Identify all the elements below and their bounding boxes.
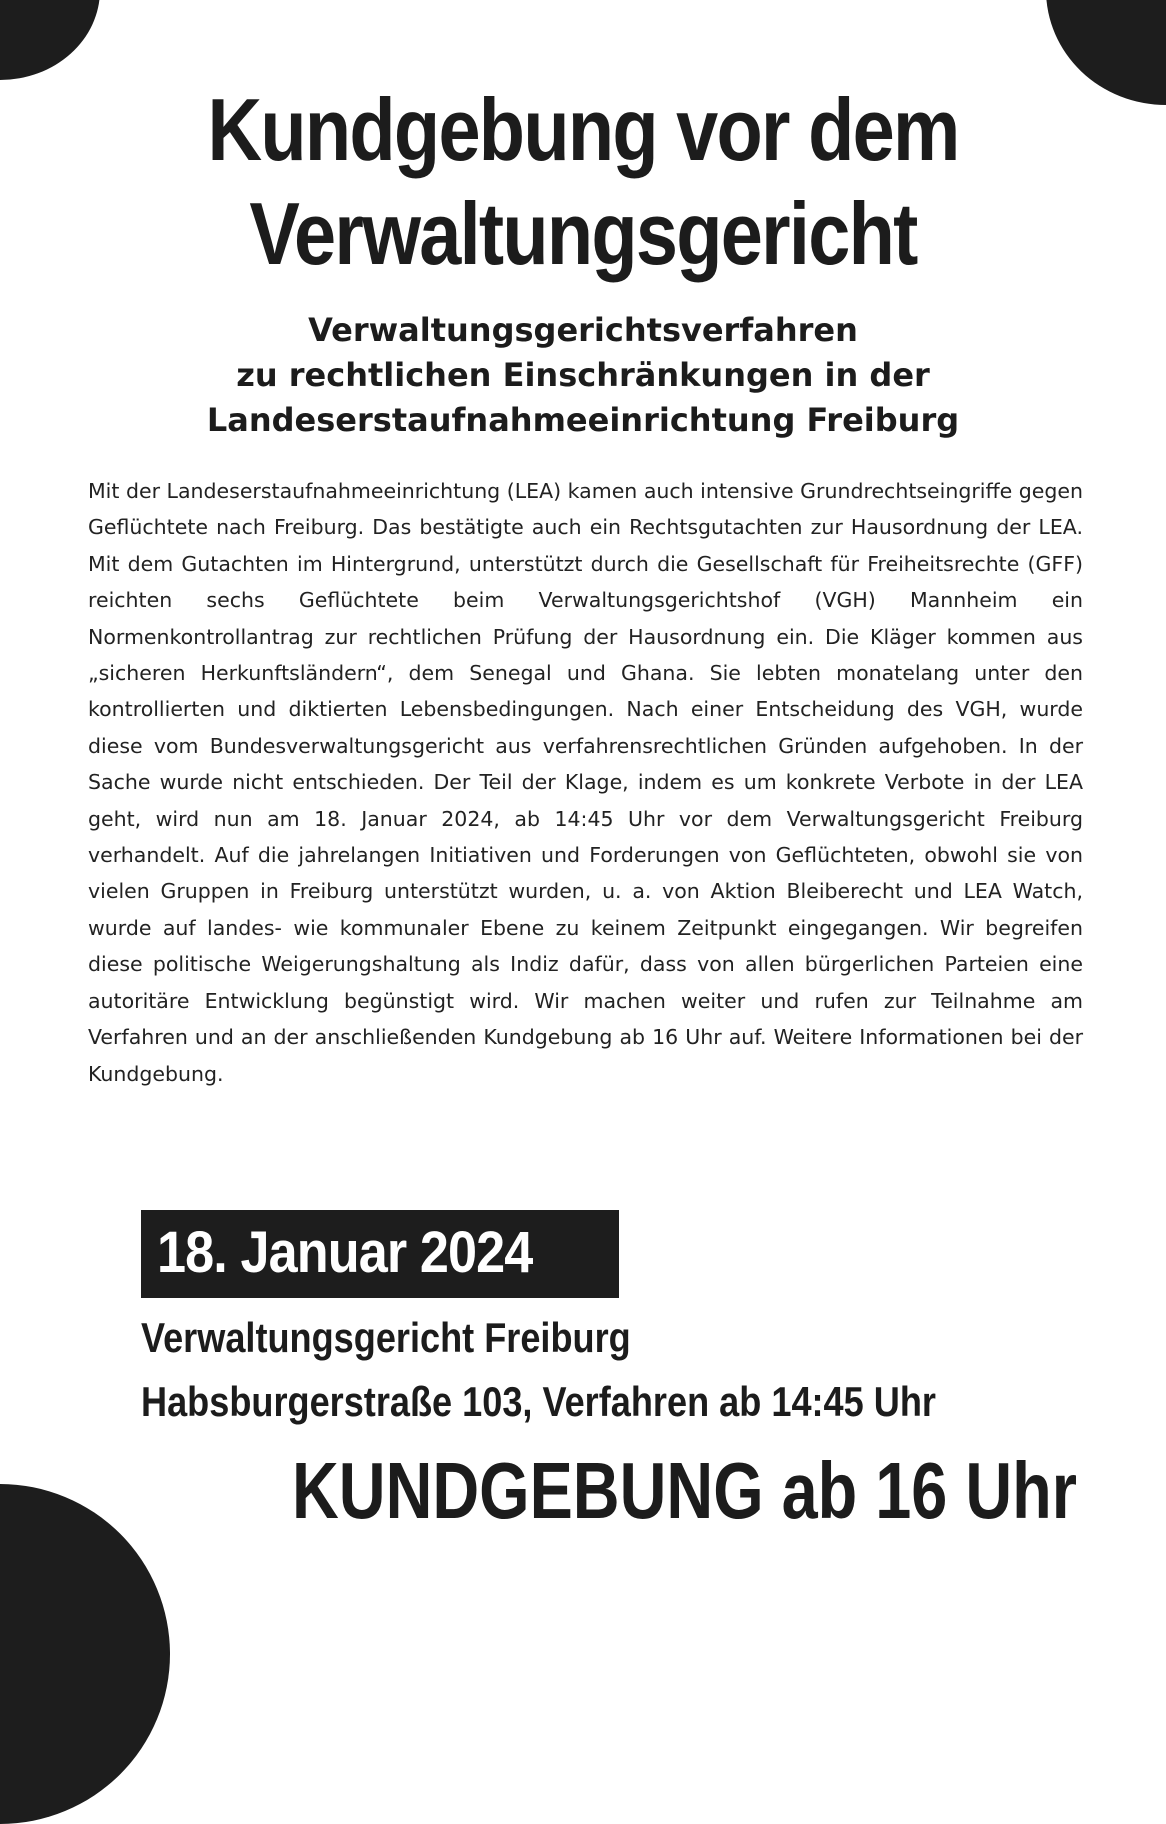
corner-circle-bottom-left xyxy=(0,1484,170,1824)
date-text: 18. Januar 2024 xyxy=(157,1220,533,1285)
venue-line-1: Verwaltungsgericht Freiburg xyxy=(141,1314,631,1361)
date-banner xyxy=(141,1210,619,1298)
subtitle-line-2: zu rechtlichen Einschränkungen in der xyxy=(236,356,930,394)
subtitle-line-1: Verwaltungsgerichtsverfahren xyxy=(308,311,858,349)
venue-line-2: Habsburgerstraße 103, Verfahren ab 14:45 Uhr xyxy=(141,1378,936,1425)
corner-circle-top-left xyxy=(0,0,100,80)
subtitle-line-3: Landeserstaufnahmeeinrichtung Freiburg xyxy=(206,401,960,439)
page-title xyxy=(82,78,1085,286)
rally-time: KUNDGEBUNG ab 16 Uhr xyxy=(292,1446,1077,1535)
subtitle xyxy=(0,308,1166,443)
venue-info xyxy=(141,1306,1065,1434)
title-line-2: Verwaltungsgericht xyxy=(249,184,917,283)
title-line-1: Kundgebung vor dem xyxy=(207,80,959,179)
body-paragraph: Mit der Landeserstaufnahmeeinrichtung (LEA) kamen auch intensive Grundrechtseingriffe gegen Geflüchtete nach Freiburg. Das bestätigte auch ein Rechtsgutachten zur Hausordnung der LEA. Mit dem Gutachten im Hintergrund, unterstützt durch die Gesellschaft für Freiheitsrechte (GFF) reichten sechs Geflüchtete beim Verwaltungsgerichtshof (VGH) Mannheim ein Normenkontrollantrag zur rechtlichen Prüfung der Hausordnung ein. Die Kläger kommen aus „sicheren Herkunftsländern“, dem Senegal und Ghana. Sie lebten monatelang unter den kontrollierten und diktierten Lebensbedingungen. Nach einer Entscheidung des VGH, wurde diese vom Bundesverwaltungsgericht aus verfahrensrechtlichen Gründen aufgehoben. In der Sache wurde nicht entschieden. Der Teil der Klage, indem es um konkrete Verbote in der LEA geht, wird nun am 18. Januar 2024, ab 14:45 Uhr vor dem Verwaltungsgericht Freiburg verhandelt. Auf die jahrelangen Initiativen und Forderungen von Geflüchteten, obwohl sie von vielen Gruppen in Freiburg unterstützt wurden, u. a. von Aktion Bleiberecht und LEA Watch, wurde auf landes- wie kommunaler Ebene zu keinem Zeitpunkt eingegangen. Wir begreifen diese politische Weigerungshaltung als Indiz dafür, dass von allen bürgerlichen Parteien eine autoritäre Entwicklung begünstigt wird. Wir machen weiter und rufen zur Teilnahme am Verfahren und an der anschließenden Kundgebung ab 16 Uhr auf. Weitere Informationen bei der Kundgebung. xyxy=(88,479,1083,1086)
